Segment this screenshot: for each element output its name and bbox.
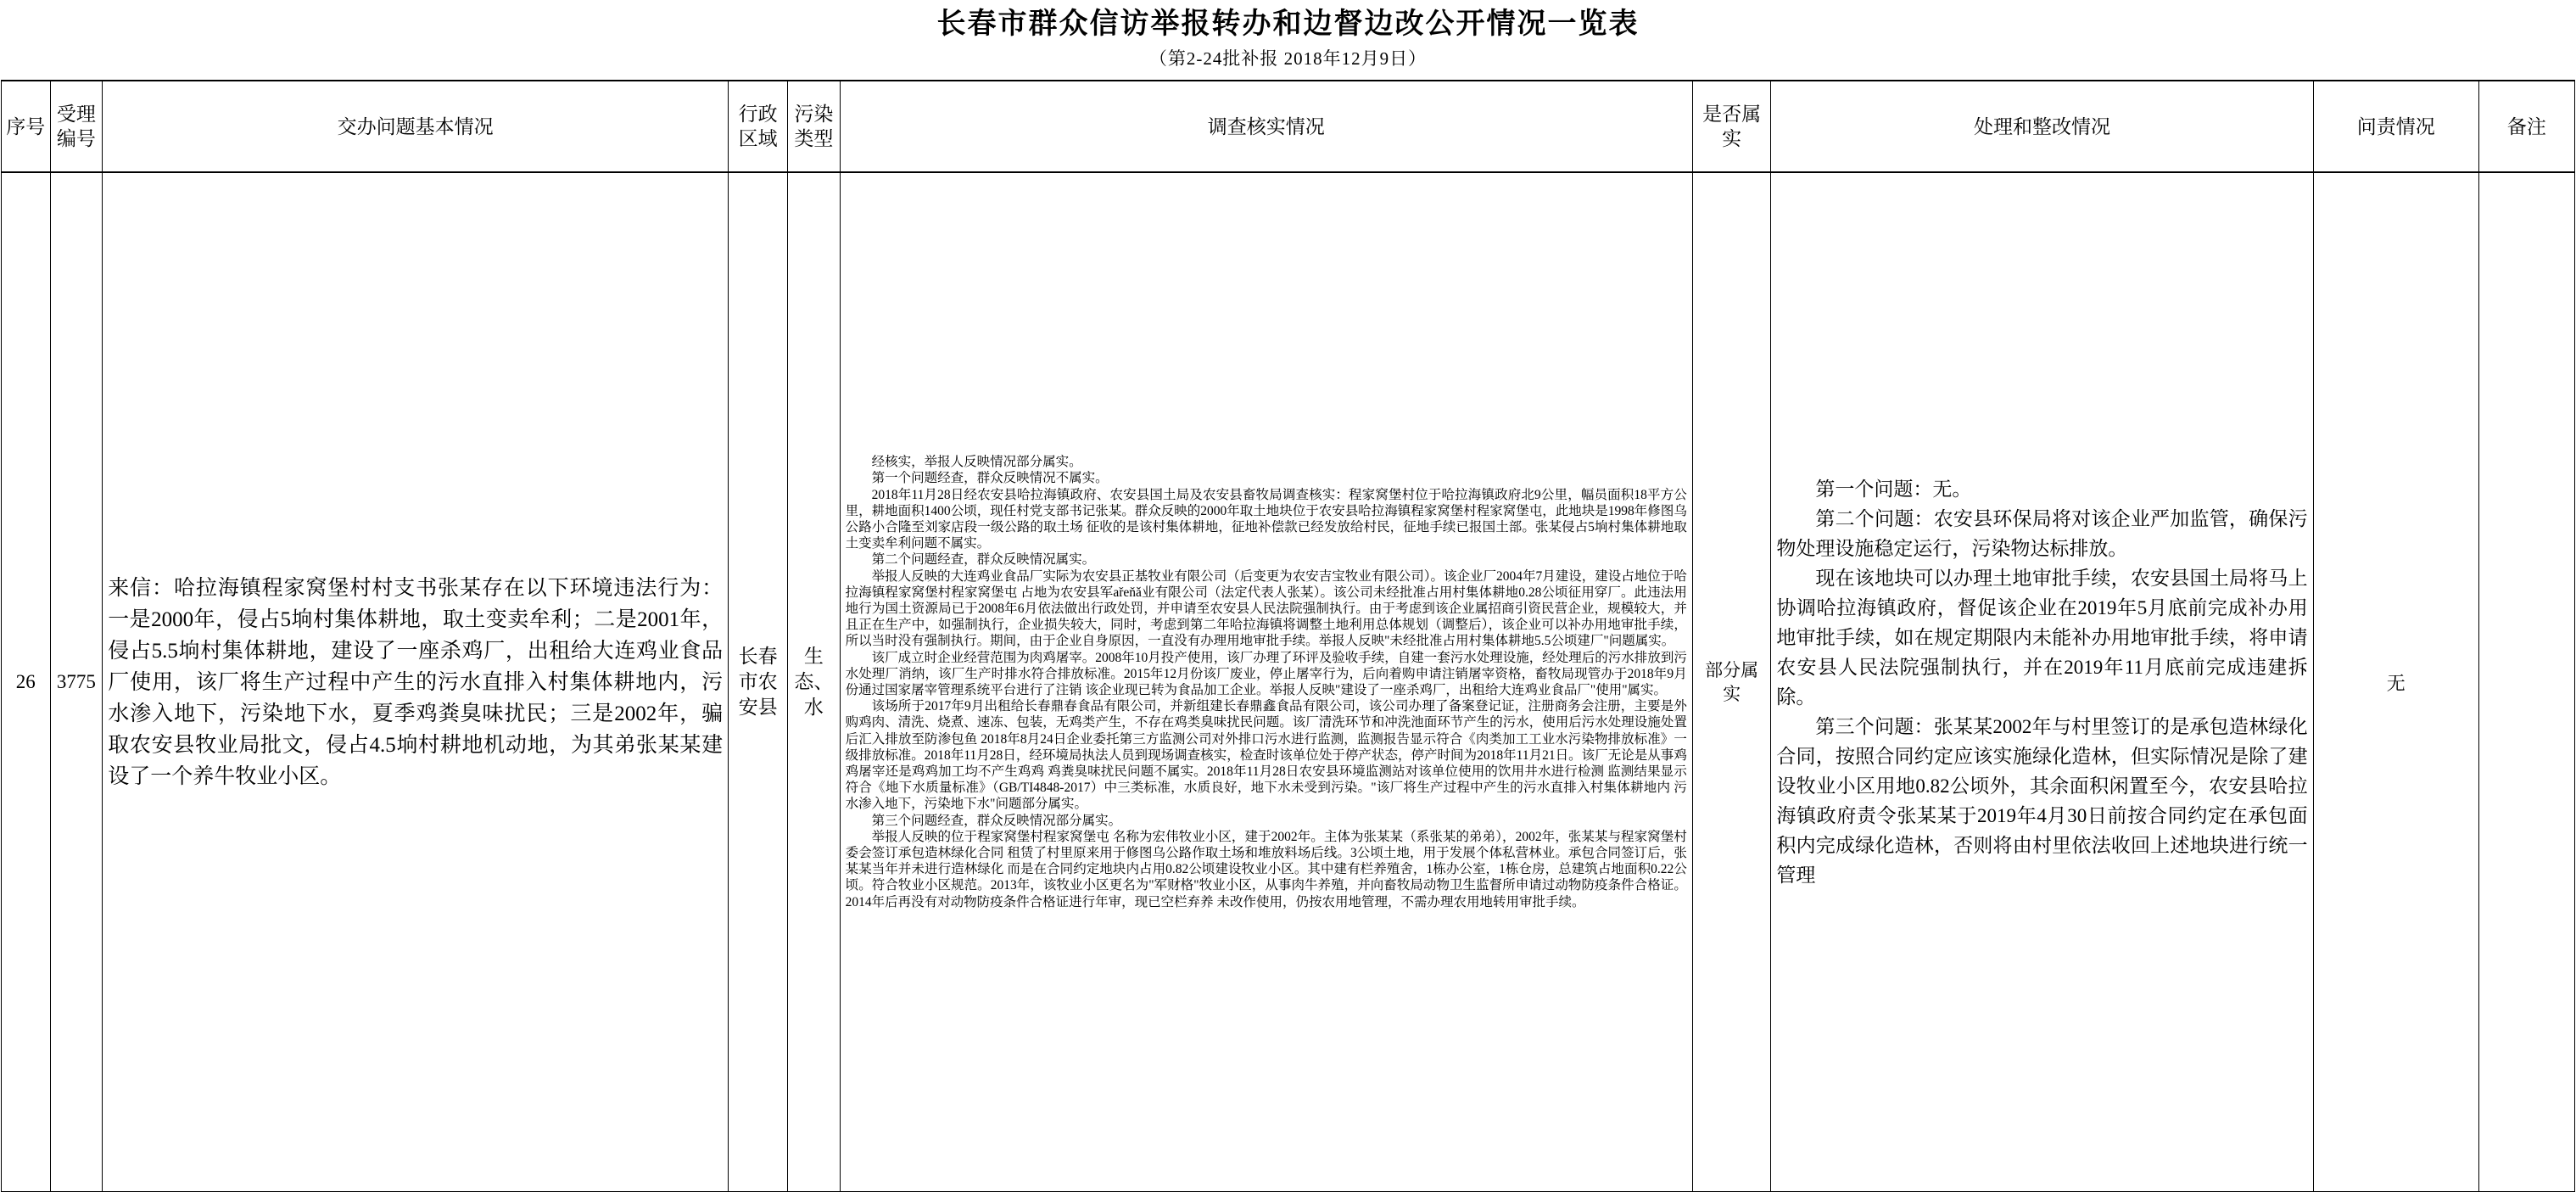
column-header-seq-label: 序号 [6,115,46,137]
column-header-code [50,81,103,172]
cell-handling [1771,172,2313,1192]
column-header-seq [2,81,51,172]
paragraph: 第三个问题经查，群众反映情况部分属实。 [871,813,1122,828]
public-disclosure-table [1,80,2575,1192]
cell-type [788,172,841,1192]
cell-code [50,172,103,1192]
page-title: 长春市群众信访举报转办和边督边改公开情况一览表 [936,8,1640,40]
paragraph: 第二个问题：农安县环保局将对该企业严加监管，确保污物处理设施稳定运行，污染物达标排放。 [1776,508,2308,559]
paragraph: 举报人反映的位于程家窝堡村程家窝堡屯 名称为宏伟牧业小区，建于2002年。主体为张某某（系张某的弟弟），2002年，张某某与程家窝堡村委会签订承包造林绿化合同 租赁了村里原来用于修图乌公路作取土场和堆放料场后线。3公顷土地，用于发展个体私营林业。承包合同签订后，张某某当年并未进行造林绿化 而是在合同约定地块内占用0.82公顷建设牧业小区。其中建有栏养殖舍，1栋办公室，1栋仓房，总建筑占地面积0.22公顷。符合牧业小区规范。2013年，该牧业小区更名为"军财格"牧业小区，从事肉牛养殖，并向畜牧局动物卫生监督所申请过动物防疫条件合格证。2014年后再没有对动物防疫条件合格证进行年审，现已空栏弃养 未改作使用，仍按农用地管理，不需办理农用地转用审批手续。 [845,829,1687,909]
cell-is-true-value: 部分属实 [1705,660,1759,704]
paragraph: 该厂成立时企业经营范围为肉鸡屠宰。2008年10月投产使用，该厂办理了环评及验收手续，自建一套污水处理设施，经处理后的污水排放到污水处理厂消纳，该厂生产时排水符合排放标准。2015年12月份该厂废业，停止屠宰行为，后向着购申请注销屠宰资格，畜牧局现管办于2018年9月份通过国家屠宰管理系统平台进行了注销 该企业现已转为食品加工企业。举报人反映"建设了一座杀鸡厂，出租给大连鸡业食品厂"使用"属实。 [845,650,1687,697]
paragraph: 2018年11月28日经农安县哈拉海镇政府、农安县国土局及农安县畜牧局调查核实：程家窝堡村位于哈拉海镇政府北9公里，幅员面积18平方公里，耕地面积1400公顷，现任村党支部书记张某。群众反映的2000年取土地块位于农安县哈拉海镇程家窝堡村程家窝堡屯，此地块是1998年修图乌公路小合隆至刘家店段一级公路的取土场 征收的是该村集体耕地，征地补偿款已经发放给村民，征地手续已报国土部。张某侵占5垧村集体耕地取土变卖牟利问题不属实。 [845,487,1687,551]
column-header-handling [1771,81,2313,172]
cell-area [729,172,788,1192]
column-header-type-label: 污染类型 [794,104,834,149]
column-header-is-true-label: 是否属实 [1702,104,1762,149]
column-header-handling-label: 处理和整改情况 [1973,115,2110,137]
paragraph: 该场所于2017年9月出租给长春鼎春食品有限公司，并新组建长春鼎鑫食品有限公司，该公司办理了备案登记证，注册商务会注册，主要是外购鸡肉、清洗、烧煮、速冻、包装，无鸡类产生，不存在鸡类臭味扰民问题。该厂清洗环节和冲洗池面环节产生的污水，使用后污水处理设施处置后汇入排放至防渗包鱼 2018年8月24日企业委托第三方监测公司对外排口污水进行监测，监测报告显示符合《肉类加工工业水污染物排放标准》一级排放标准。2018年11月28日，经环境局执法人员到现场调查核实，检查时该单位处于停产状态，停产时间为2018年11月21日。该厂无论是从事鸡鸡屠宰还是鸡鸡加工均不产生鸡鸡 鸡粪臭味扰民问题不属实。2018年11月28日农安县环境监测站对该单位使用的饮用井水进行检测 监测结果显示符合《地下水质量标准》（GB/TI4848-2017）中三类标准，水质良好，地下水未受到污染。"该厂将生产过程中产生的污水直排入村集体耕地内 污水渗入地下，污染地下水"问题部分属实。 [845,699,1687,812]
column-header-area [729,81,788,172]
paragraph: 第一个问题经查，群众反映情况不属实。 [871,471,1109,486]
column-header-code-label: 受理编号 [56,104,96,149]
column-header-investigation [840,81,1692,172]
title-block [0,0,2576,73]
page-subtitle: （第2-24批补报 2018年12月9日） [1148,48,1428,69]
cell-is-true [1692,172,1771,1192]
column-header-area-label: 行政区域 [738,104,778,149]
column-header-problem-label: 交办问题基本情况 [337,115,494,137]
paragraph: 第一个问题：无。 [1815,478,1972,500]
cell-problem-text: 来信：哈拉海镇程家窝堡村村支书张某存在以下环境违法行为：一是2000年，侵占5垧村集体耕地，取土变卖牟利；二是2001年，侵占5.5垧村集体耕地，建设了一座杀鸡厂，出租给大连鸡业食品厂使用，该厂将生产过程中产生的污水直排入村集体耕地内，污水渗入地下，污染地下水，夏季鸡粪臭味扰民；三是2002年，骗取农安县牧业局批文，侵占4.5垧村耕地机动地，为其弟张某某建设了一个养牛牧业小区。 [108,576,724,788]
cell-note [2478,172,2574,1192]
cell-seq [2,172,51,1192]
cell-seq-value: 26 [15,671,36,692]
cell-accountability-value: 无 [2386,672,2406,694]
column-header-is-true [1692,81,1771,172]
cell-investigation [840,172,1692,1192]
column-header-investigation-label: 调查核实情况 [1207,115,1325,137]
column-header-type [788,81,841,172]
cell-code-value: 3775 [56,671,96,692]
table-row [2,172,2575,1192]
paragraph: 举报人反映的大连鸡业食品厂实际为农安县正基牧业有限公司（后变更为农安吉宝牧业有限公司）。该企业厂2004年7月建设，建设占地位于哈拉海镇程家窝堡村程家窝堡屯 占地为农安县军ařeňǎ业有限公司（法定代表人张某）。该公司未经批准占用村集体耕地0.28公顷征用穿厂。此违法用地行为国土资源局已于2008年6月依法做出行政处罚，并申请至农安县人民法院强制执行。由于考虑到该企业属招商引资民营企业，规模较大，并且正在生产中，如强制执行，企业损失较大，同时，考虑到第二年哈拉海镇将调整土地利用总体规划（调整后），该企业可以补办用地审批手续，所以当时没有强制执行。期间，由于企业自身原因，一直没有办理用地审批手续。举报人反映"未经批准占用村集体耕地5.5公顷建厂"问题属实。 [845,568,1687,649]
column-header-problem [103,81,729,172]
table-header-row [2,81,2575,172]
cell-area-value: 长春市农安县 [738,646,778,718]
cell-accountability [2313,172,2478,1192]
cell-handling-text [1776,474,2307,890]
column-header-accountability-label: 问责情况 [2356,115,2435,137]
column-header-note [2478,81,2574,172]
paragraph: 经核实，举报人反映情况部分属实。 [871,455,1082,470]
paragraph: 第三个问题：张某某2002年与村里签订的是承包造林绿化合同，按照合同约定应该实施绿化造林，但实际情况是除了建设牧业小区用地0.82公顷外，其余面积闲置至今，农安县哈拉海镇政府责令张某某于2019年4月30日前按合同约定在承包面积内完成绿化造林，否则将由村里依法收回上述地块进行统一管理 [1776,716,2308,886]
cell-type-value: 生态、水 [794,646,834,718]
cell-investigation-text [846,454,1687,910]
column-header-note-label: 备注 [2506,115,2546,137]
cell-problem [103,172,729,1192]
column-header-accountability [2313,81,2478,172]
paragraph: 第二个问题经查，群众反映情况属实。 [871,552,1096,568]
paragraph: 现在该地块可以办理土地审批手续，农安县国土局将马上协调哈拉海镇政府，督促该企业在2019年5月底前完成补办用地审批手续，如在规定期限内未能补办用地审批手续，将申请农安县人民法院强制执行，并在2019年11月底前完成违建拆除。 [1776,568,2308,708]
